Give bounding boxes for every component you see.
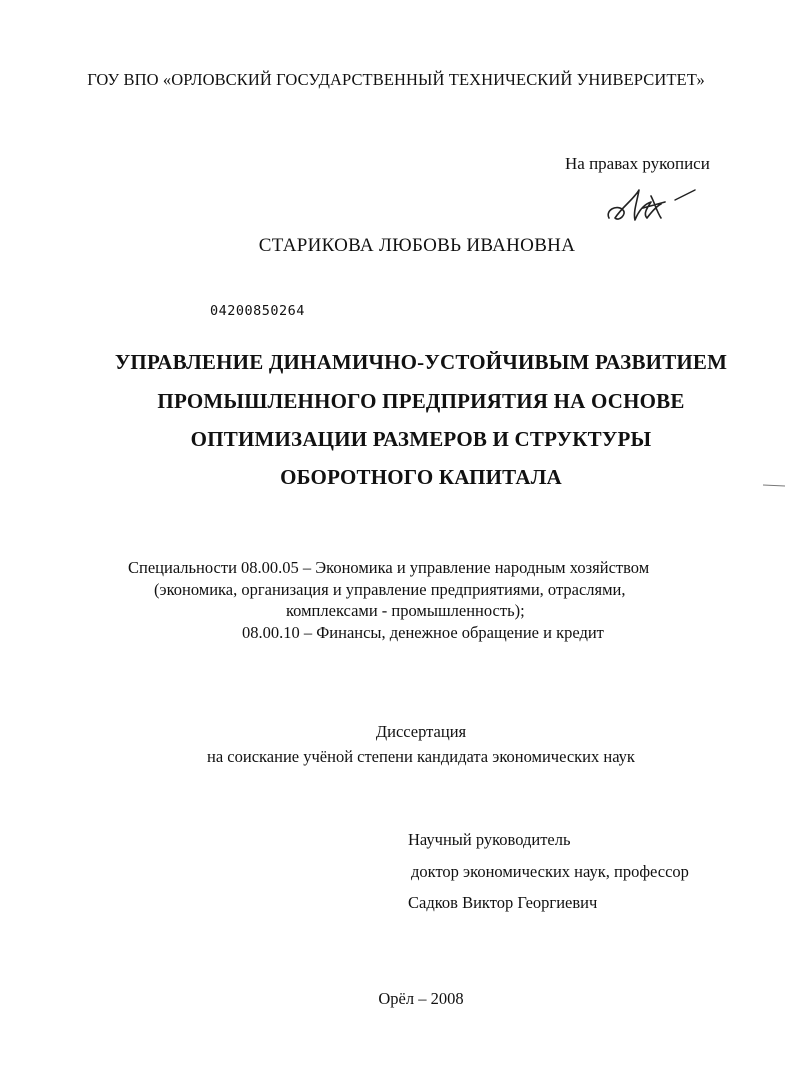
scan-edge-mark bbox=[762, 480, 786, 490]
city-year: Орёл – 2008 bbox=[378, 989, 464, 1008]
thesis-title-line: ОПТИМИЗАЦИИ РАЗМЕРОВ И СТРУКТУРЫ bbox=[190, 427, 652, 451]
supervisor-label: Научный руководитель bbox=[408, 830, 571, 849]
dissertation-degree: на соискание учёной степени кандидата экономических наук bbox=[207, 747, 635, 766]
specialty-line: 08.00.10 – Финансы, денежное обращение и кредит bbox=[242, 623, 604, 642]
manuscript-note: На правах рукописи bbox=[565, 154, 710, 173]
university-name: ГОУ ВПО «ОРЛОВСКИЙ ГОСУДАРСТВЕННЫЙ ТЕХНИЧЕСКИЙ УНИВЕРСИТЕТ» bbox=[87, 70, 705, 89]
thesis-title-line: УПРАВЛЕНИЕ ДИНАМИЧНО-УСТОЙЧИВЫМ РАЗВИТИЕМ bbox=[114, 350, 728, 374]
supervisor-title: доктор экономических наук, профессор bbox=[411, 862, 689, 881]
thesis-title-line: ОБОРОТНОГО КАПИТАЛА bbox=[280, 465, 562, 489]
dissertation-type: Диссертация bbox=[375, 722, 467, 741]
thesis-title-line: ПРОМЫШЛЕННОГО ПРЕДПРИЯТИЯ НА ОСНОВЕ bbox=[157, 389, 685, 413]
author-name: СТАРИКОВА ЛЮБОВЬ ИВАНОВНА bbox=[258, 235, 576, 256]
specialty-line: Специальности 08.00.05 – Экономика и управление народным хозяйством bbox=[128, 558, 650, 577]
handwritten-signature bbox=[603, 180, 703, 230]
specialty-line: (экономика, организация и управление предприятиями, отраслями, bbox=[154, 580, 626, 599]
supervisor-name: Садков Виктор Георгиевич bbox=[408, 893, 598, 912]
registration-code: 04200850264 bbox=[210, 303, 305, 319]
specialty-line: комплексами - промышленность); bbox=[286, 601, 525, 620]
